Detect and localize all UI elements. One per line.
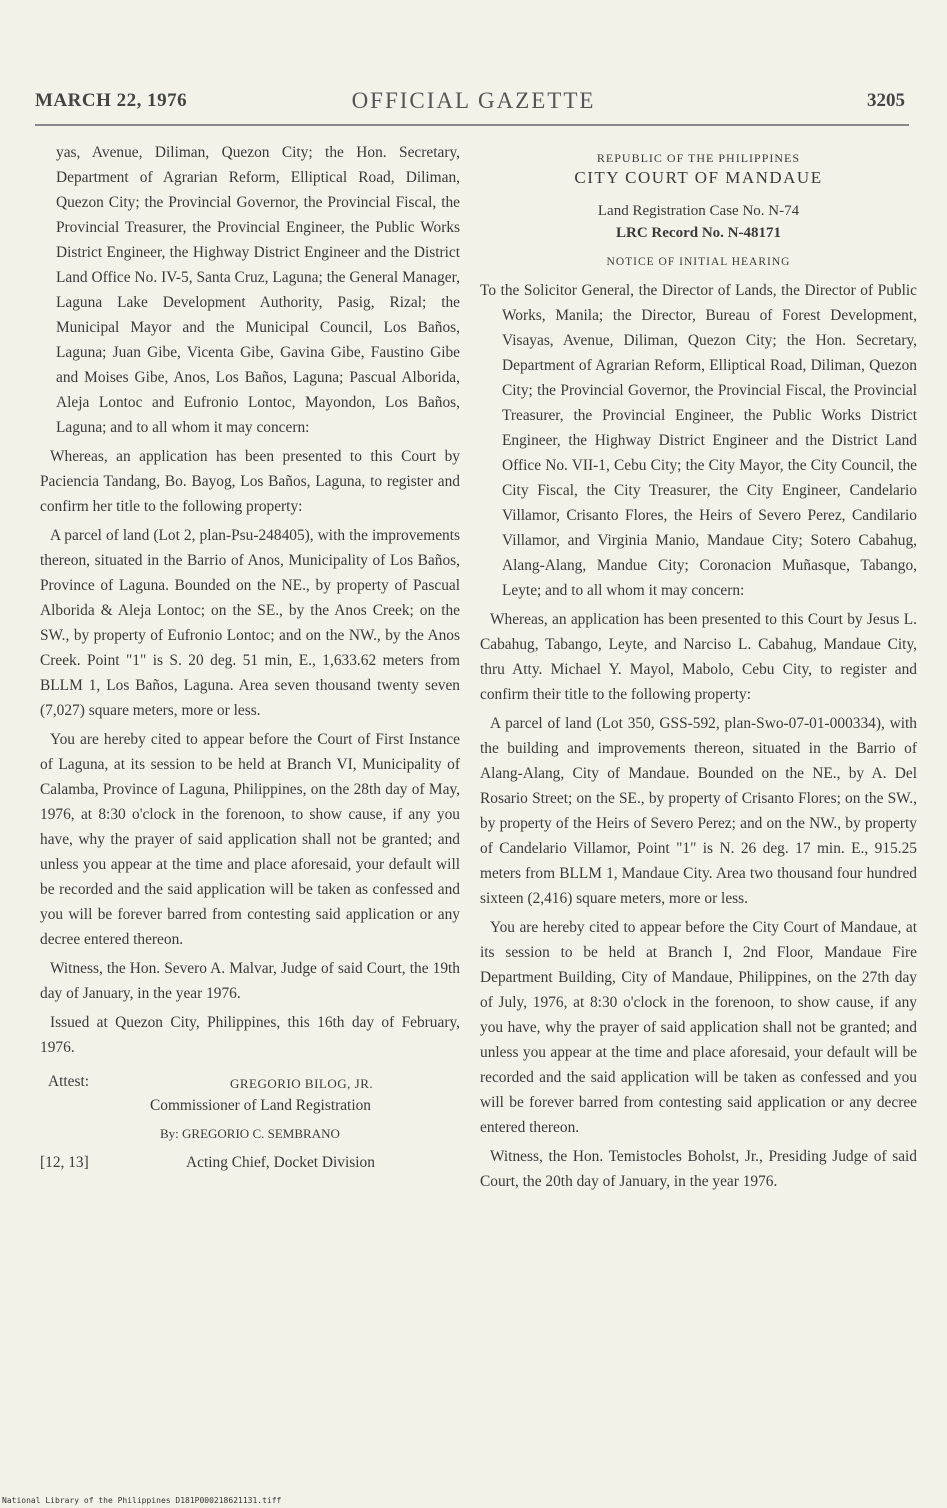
- signatory-name: GREGORIO BILOG, JR.: [230, 1076, 374, 1091]
- scan-footer: National Library of the Philippines D181P000218621131.tiff: [2, 1496, 282, 1505]
- court-heading: CITY COURT OF MANDAUE: [574, 168, 823, 187]
- header-rule: [35, 124, 909, 126]
- right-whereas: Whereas, an application has been presented to this Court by Jesus L. Cabahug, Tabango, Leyte, and Narciso L. Cabahug, Mandaue City, thru Atty. Michael Y. Mayol, Mabolo, Cebu City, to register and confirm their title to the following property:: [480, 611, 917, 703]
- right-parcel: A parcel of land (Lot 350, GSS-592, plan-Swo-07-01-000334), with the building and improvements thereon, situated in the Barrio of Alang-Alang, City of Mandaue. Bounded on the NE., by A. Del Rosario Street; on the SE., by property of Crisanto Flores; on the SW., by property of the Heirs of Severo Perez; and on the NW., by property of Candelario Villamor, Point "1" is N. 26 deg. 17 min. E., 915.25 meters from BLLM 1, Mandaue City. Area two thousand four hundred sixteen (2,416) square meters, more or less.: [480, 715, 917, 907]
- republic-heading: REPUBLIC OF THE PHILIPPINES: [596, 151, 801, 165]
- signatory-title: Commissioner of Land Registration: [150, 1097, 371, 1114]
- notice-title: NOTICE OF INITIAL HEARING: [606, 256, 791, 268]
- lrc-record: LRC Record No. N-48171: [616, 225, 781, 241]
- right-citation: You are hereby cited to appear before the City Court of Mandaue, at its session to be held at Branch I, 2nd Floor, Mandaue Fire Department Building, City of Mandaue, Philippines, on the 27th day of July, 1976, at 8:30 o'clock in the forenoon, to show cause, if any you have, why the prayer of said application shall not be granted; and unless you appear at the time and place aforesaid, your default will be recorded and the said application will be taken as confessed and you will be forever barred from contesting said application or any decree entered thereon.: [480, 919, 917, 1136]
- by-title: Acting Chief, Docket Division: [186, 1154, 375, 1171]
- left-witness: Witness, the Hon. Severo A. Malvar, Judge of said Court, the 19th day of January, in the year 1976.: [40, 960, 460, 1002]
- left-column: [40, 140, 460, 1176]
- case-number: Land Registration Case No. N-74: [597, 203, 800, 219]
- attest-block: [40, 1070, 460, 1150]
- right-witness: Witness, the Hon. Temistocles Boholst, Jr., Presiding Judge of said Court, the 20th day of January, in the year 1976.: [480, 1148, 917, 1190]
- page-number: 3205: [867, 90, 905, 111]
- left-parcel: A parcel of land (Lot 2, plan-Psu-248405), with the improvements thereon, situated in the Barrio of Anos, Municipality of Los Baños, Province of Laguna. Bounded on the NE., by property of Pascual Alborida & Aleja Lontoc; on the SE., by the Anos Creek; on the SW., by property of Eufronio Lontoc; and on the NW., by the Anos Creek. Point "1" is S. 20 deg. 51 min, E., 1,633.62 meters from BLLM 1, Los Baños, Laguna. Area seven thousand twenty seven (7,027) square meters, more or less.: [40, 527, 460, 719]
- left-citation: You are hereby cited to appear before the Court of First Instance of Laguna, at its session to be held at Branch VI, Municipality of Calamba, Province of Laguna, Philippines, on the 28th day of May, 1976, at 8:30 o'clock in the forenoon, to show cause, if any you have, why the prayer of said application shall not be granted; and unless you appear at the time and place aforesaid, your default will be recorded and the said application will be taken as confessed and you will be forever barred from contesting said application or any decree entered thereon.: [40, 731, 460, 948]
- signature-footer: [40, 1150, 460, 1176]
- issue-date: MARCH 22, 1976: [35, 90, 188, 111]
- right-column: [480, 140, 917, 1194]
- by-line: By: GREGORIO C. SEMBRANO: [160, 1126, 340, 1141]
- publication-title: OFFICIAL GAZETTE: [351, 88, 596, 113]
- left-addressees: yas, Avenue, Diliman, Quezon City; the Hon. Secretary, Department of Agrarian Reform, Elliptical Road, Diliman, Quezon City; the Provincial Governor, the Provincial Fiscal, the Provincial Treasurer, the Provincial Engineer, the Public Works District Engineer, the Highway District Engineer and the District Land Office No. IV-5, Santa Cruz, Laguna; the General Manager, Laguna Lake Development Authority, Pasig, Rizal; the Municipal Mayor and the Municipal Council, Los Baños, Laguna; Juan Gibe, Vicenta Gibe, Gavina Gibe, Faustino Gibe and Moises Gibe, Anos, Los Baños, Laguna; Pascual Alborida, Aleja Lontoc and Eufronio Lontoc, Mayondon, Los Baños, Laguna; and to all whom it may concern:: [56, 144, 460, 436]
- right-addressees: To the Solicitor General, the Director of Lands, the Director of Public Works, Manila; the Director, Bureau of Forest Development, Visayas, Avenue, Diliman, Quezon City; the Hon. Secretary, Department of Agrarian Reform, Elliptical Road, Diliman, Quezon City; the Provincial Governor, the Provincial Fiscal, the Provincial Treasurer, the Provincial Engineer, the Public Works District Engineer, the Highway District Engineer and the District Land Office No. VII-1, Cebu City; the City Mayor, the City Council, the City Fiscal, the City Treasurer, the City Engineer, Candelario Villamor, Crisanto Flores, the Heirs of Severo Perez, Candilario Villamor, and Virginia Manio, Mandaue City; Sotero Cabahug, Alang-Alang, Mandue City; Coronacion Muñasque, Tabango, Leyte; and to all whom it may concern:: [480, 282, 917, 599]
- reference-numbers: [12, 13]: [40, 1154, 89, 1171]
- attest-label: Attest:: [48, 1073, 90, 1090]
- left-whereas: Whereas, an application has been presented to this Court by Paciencia Tandang, Bo. Bayog, Los Baños, Laguna, to register and confirm her title to the following property:: [40, 448, 460, 515]
- left-issued: Issued at Quezon City, Philippines, this 16th day of February, 1976.: [40, 1014, 460, 1056]
